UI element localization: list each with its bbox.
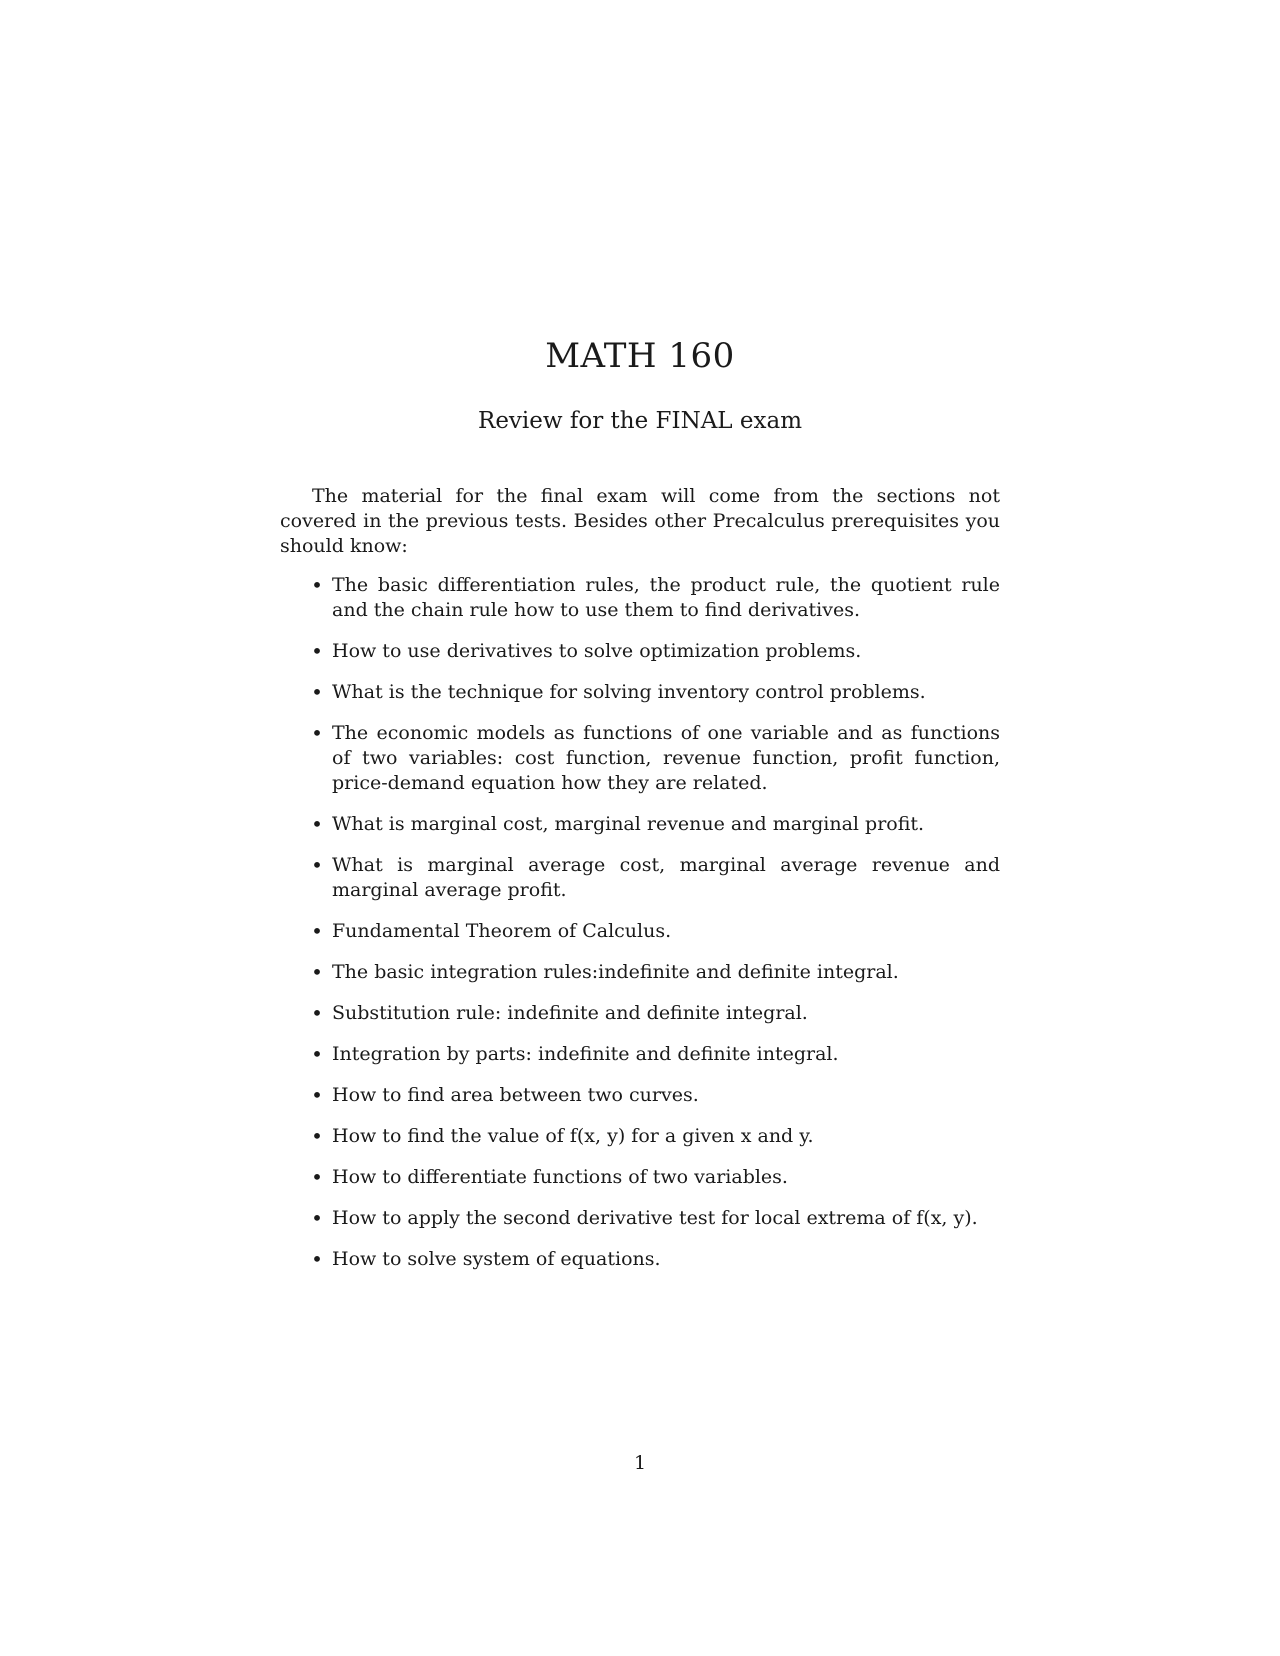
list-item-text: How to find the value of f(x, y) for a given x and y. — [332, 1125, 814, 1147]
bullet-icon: • — [311, 1165, 323, 1189]
list-item-text: The basic differentiation rules, the product rule, the quotient rule and the chain rule how to use them to find derivatives. — [332, 574, 1000, 621]
bullet-icon: • — [311, 853, 323, 877]
bullet-icon: • — [311, 1042, 323, 1066]
list-item-text: How to solve system of equations. — [332, 1248, 661, 1270]
bullet-icon: • — [311, 1001, 323, 1025]
bullet-icon: • — [311, 919, 323, 943]
list-item-text: How to find area between two curves. — [332, 1084, 699, 1106]
bullet-icon: • — [311, 812, 323, 836]
list-item-text: How to differentiate functions of two variables. — [332, 1166, 788, 1188]
list-item — [280, 1206, 1000, 1231]
list-item — [280, 721, 1000, 796]
list-item-text: How to use derivatives to solve optimization problems. — [332, 640, 862, 662]
list-item — [280, 1083, 1000, 1108]
list-item-text: The basic integration rules:indefinite and definite integral. — [332, 961, 899, 983]
list-item — [280, 812, 1000, 837]
list-item-text: What is marginal average cost, marginal average revenue and marginal average profit. — [332, 854, 1000, 901]
list-item — [280, 639, 1000, 664]
list-item — [280, 1165, 1000, 1190]
main-content — [280, 484, 1000, 1288]
bullet-icon: • — [311, 721, 323, 745]
list-item — [280, 960, 1000, 985]
bullet-icon: • — [311, 639, 323, 663]
list-item-text: What is marginal cost, marginal revenue and marginal profit. — [332, 813, 925, 835]
list-item — [280, 1124, 1000, 1149]
page-subtitle: Review for the FINAL exam — [478, 408, 802, 434]
list-item-text: The economic models as functions of one variable and as functions of two variables: cost function, revenue function, profit function, price-demand equation how they are related. — [332, 722, 1000, 794]
bullet-icon: • — [311, 573, 323, 597]
list-item-text: How to apply the second derivative test for local extrema of f(x, y). — [332, 1207, 978, 1229]
bullet-icon: • — [311, 680, 323, 704]
list-item-text: Integration by parts: indefinite and definite integral. — [332, 1043, 839, 1065]
list-item-text: Fundamental Theorem of Calculus. — [332, 920, 672, 942]
bullet-icon: • — [311, 1206, 323, 1230]
list-item-text: What is the technique for solving inventory control problems. — [332, 681, 926, 703]
topic-list — [280, 573, 1000, 1272]
bullet-icon: • — [311, 1083, 323, 1107]
list-item — [280, 1042, 1000, 1067]
list-item — [280, 1247, 1000, 1272]
page-number: 1 — [633, 1452, 647, 1474]
bullet-icon: • — [311, 1124, 323, 1148]
page-title: MATH 160 — [545, 336, 735, 376]
list-item — [280, 573, 1000, 623]
list-item — [280, 1001, 1000, 1026]
list-item — [280, 680, 1000, 705]
list-item — [280, 853, 1000, 903]
bullet-icon: • — [311, 1247, 323, 1271]
list-item-text: Substitution rule: indefinite and definite integral. — [332, 1002, 808, 1024]
intro-paragraph: The material for the final exam will come from the sections not covered in the previous tests. Besides other Precalculus prerequisites you should know: — [280, 485, 1000, 557]
list-item — [280, 919, 1000, 944]
bullet-icon: • — [311, 960, 323, 984]
